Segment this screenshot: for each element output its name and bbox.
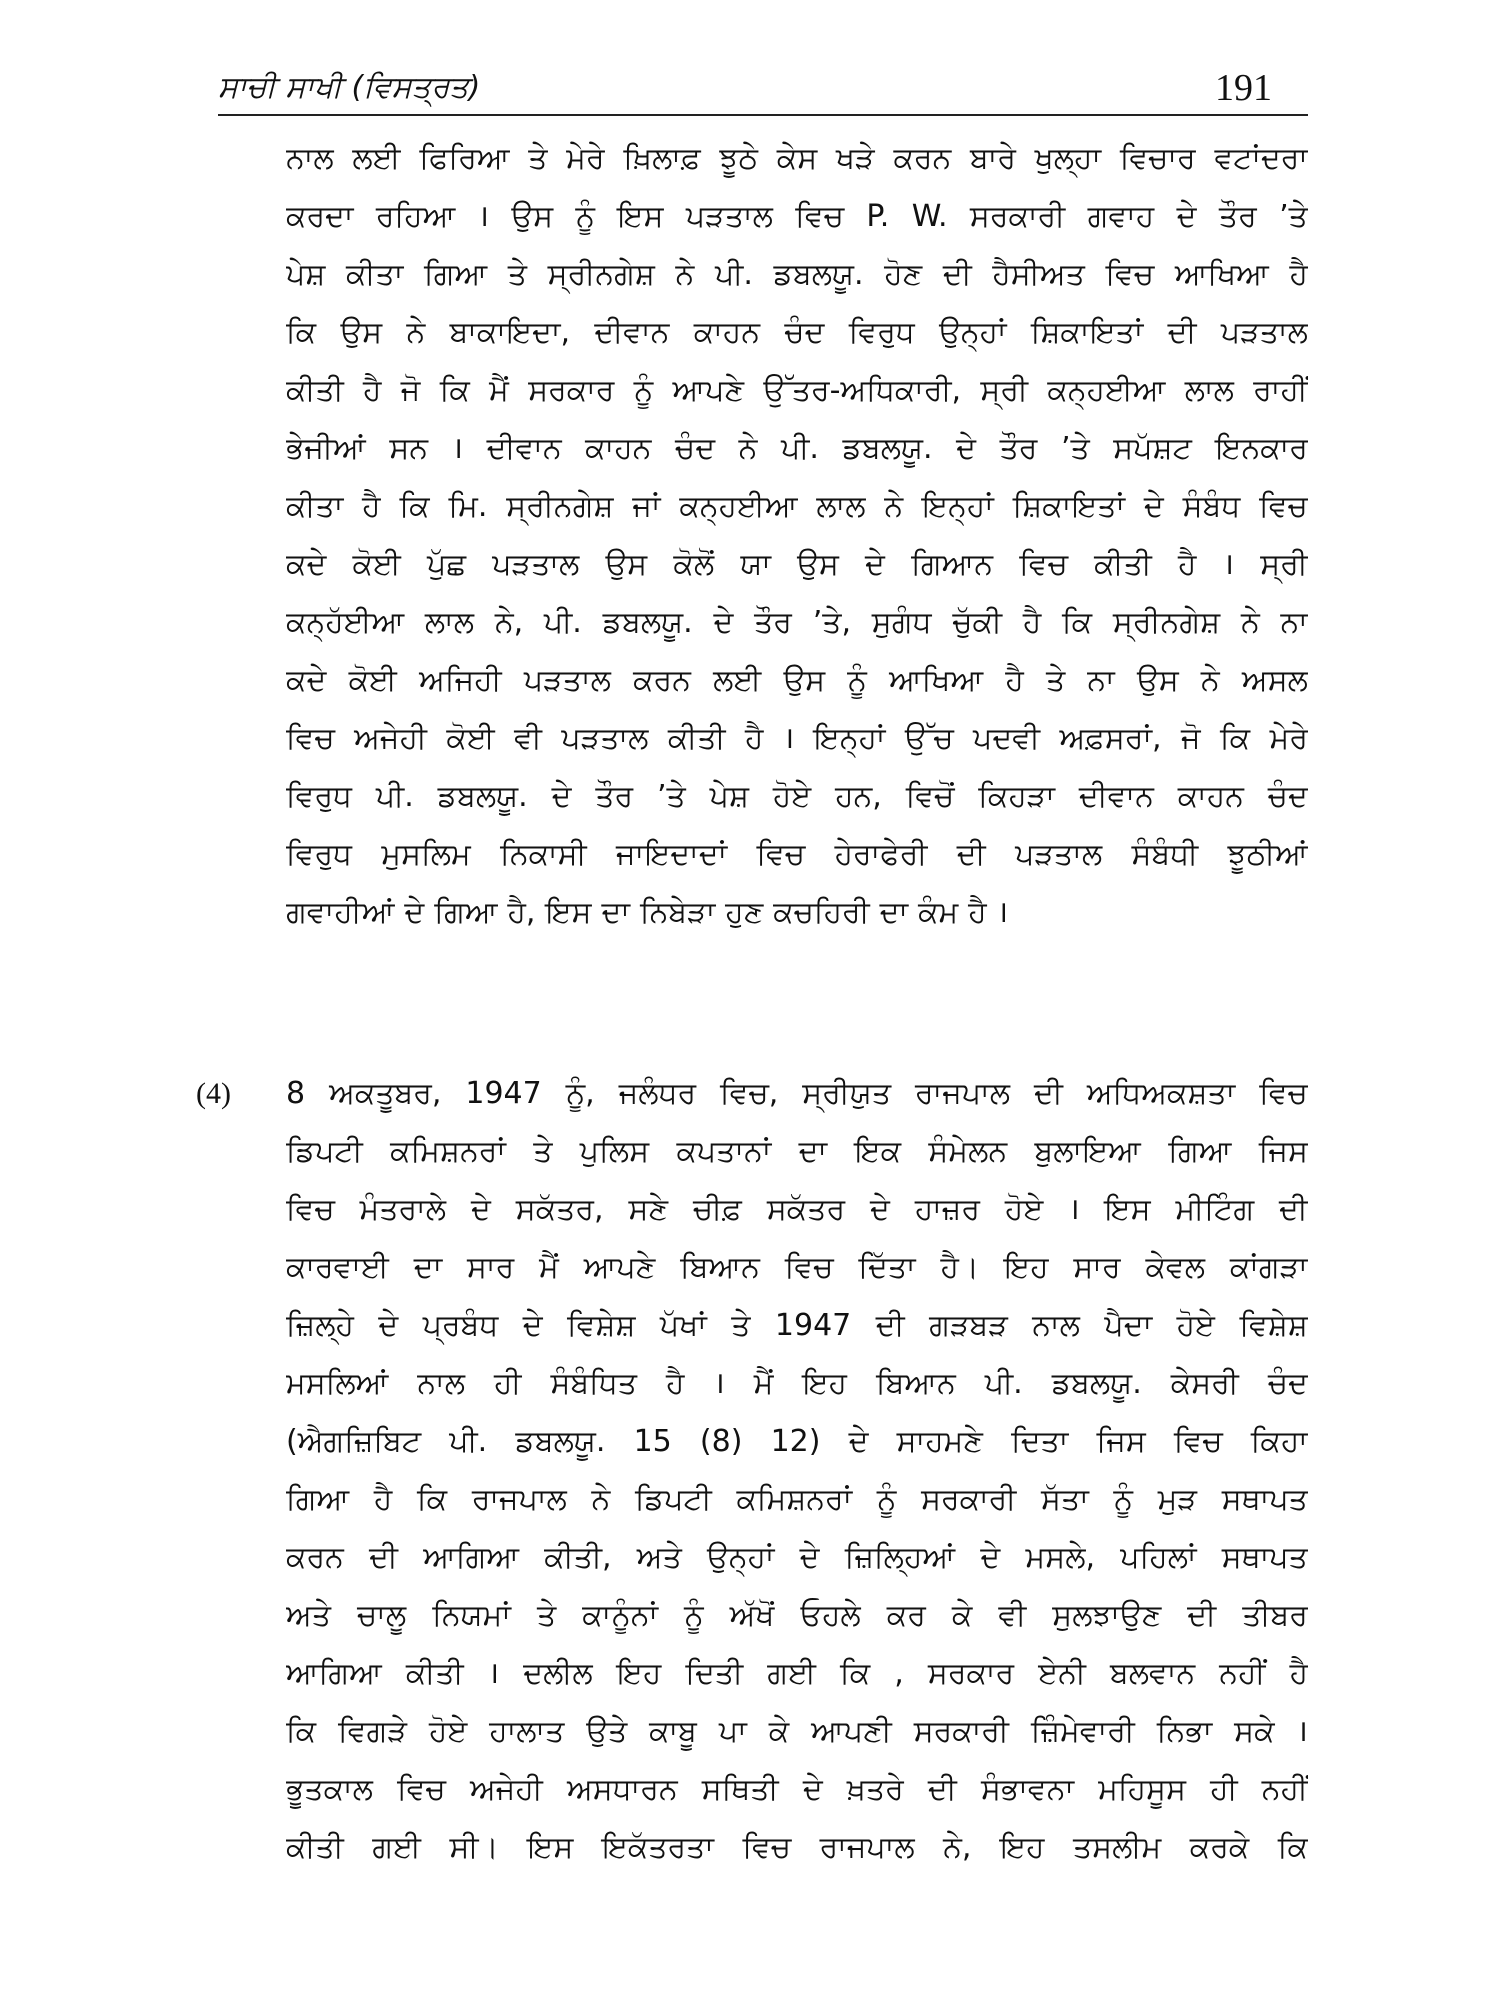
text-line: ਆਗਿਆ ਕੀਤੀ । ਦਲੀਲ ਇਹ ਦਿਤੀ ਗਈ ਕਿ , ਸਰਕਾਰ ਏਨੀ ਬਲਵਾਨ ਨਹੀਂ ਹੈ	[286, 1656, 1308, 1691]
text-line: ਕੀਤਾ ਹੈ ਕਿ ਮਿ. ਸ੍ਰੀਨਗੇਸ਼ ਜਾਂ ਕਨ੍ਹਈਆ ਲਾਲ ਨੇ ਇਨ੍ਹਾਂ ਸ਼ਿਕਾਇਤਾਂ ਦੇ ਸੰਬੰਧ ਵਿਚ	[286, 489, 1308, 524]
text-line: ਨਾਲ ਲਈ ਫਿਰਿਆ ਤੇ ਮੇਰੇ ਖ਼ਿਲਾਫ਼ ਝੂਠੇ ਕੇਸ ਖੜੇ ਕਰਨ ਬਾਰੇ ਖੁਲ੍ਹਾ ਵਿਚਾਰ ਵਟਾਂਦਰਾ	[286, 141, 1308, 176]
text-line: ਵਿਰੁਧ ਮੁਸਲਿਮ ਨਿਕਾਸੀ ਜਾਇਦਾਦਾਂ ਵਿਚ ਹੇਰਾਫੇਰੀ ਦੀ ਪੜਤਾਲ ਸੰਬੰਧੀ ਝੂਠੀਆਂ	[286, 837, 1308, 872]
text-line: ਗਿਆ ਹੈ ਕਿ ਰਾਜਪਾਲ ਨੇ ਡਿਪਟੀ ਕਮਿਸ਼ਨਰਾਂ ਨੂੰ ਸਰਕਾਰੀ ਸੱਤਾ ਨੂੰ ਮੁੜ ਸਥਾਪਤ	[286, 1482, 1308, 1517]
text-line: ਕਿ ਵਿਗੜੇ ਹੋਏ ਹਾਲਾਤ ਉਤੇ ਕਾਬੂ ਪਾ ਕੇ ਆਪਣੀ ਸਰਕਾਰੀ ਜ਼ਿੰਮੇਵਾਰੀ ਨਿਭਾ ਸਕੇ ।	[286, 1714, 1308, 1749]
text-line: ਭੂਤਕਾਲ ਵਿਚ ਅਜੇਹੀ ਅਸਧਾਰਨ ਸਥਿਤੀ ਦੇ ਖ਼ਤਰੇ ਦੀ ਸੰਭਾਵਨਾ ਮਹਿਸੂਸ ਹੀ ਨਹੀਂ	[286, 1772, 1308, 1807]
text-line: ਕਨ੍ਹੱਈਆ ਲਾਲ ਨੇ, ਪੀ. ਡਬਲਯੂ. ਦੇ ਤੌਰ ’ਤੇ, ਸੁਗੰਧ ਚੁੱਕੀ ਹੈ ਕਿ ਸ੍ਰੀਨਗੇਸ਼ ਨੇ ਨਾ	[286, 605, 1308, 640]
text-line: ਅਤੇ ਚਾਲੂ ਨਿਯਮਾਂ ਤੇ ਕਾਨੂੰਨਾਂ ਨੂੰ ਅੱਖੋਂ ਓਹਲੇ ਕਰ ਕੇ ਵੀ ਸੁਲਝਾਉਣ ਦੀ ਤੀਬਰ	[286, 1598, 1308, 1633]
text-line: ਮਸਲਿਆਂ ਨਾਲ ਹੀ ਸੰਬੰਧਿਤ ਹੈ । ਮੈਂ ਇਹ ਬਿਆਨ ਪੀ. ਡਬਲਯੂ. ਕੇਸਰੀ ਚੰਦ	[286, 1366, 1308, 1401]
text-line: ਡਿਪਟੀ ਕਮਿਸ਼ਨਰਾਂ ਤੇ ਪੁਲਿਸ ਕਪਤਾਨਾਂ ਦਾ ਇਕ ਸੰਮੇਲਨ ਬੁਲਾਇਆ ਗਿਆ ਜਿਸ	[286, 1134, 1308, 1169]
text-line: ਪੇਸ਼ ਕੀਤਾ ਗਿਆ ਤੇ ਸ੍ਰੀਨਗੇਸ਼ ਨੇ ਪੀ. ਡਬਲਯੂ. ਹੋਣ ਦੀ ਹੈਸੀਅਤ ਵਿਚ ਆਖਿਆ ਹੈ	[286, 257, 1308, 292]
text-line: ਕਿ ਉਸ ਨੇ ਬਾਕਾਇਦਾ, ਦੀਵਾਨ ਕਾਹਨ ਚੰਦ ਵਿਰੁਧ ਉਨ੍ਹਾਂ ਸ਼ਿਕਾਇਤਾਂ ਦੀ ਪੜਤਾਲ	[286, 315, 1308, 350]
text-line: ਭੇਜੀਆਂ ਸਨ । ਦੀਵਾਨ ਕਾਹਨ ਚੰਦ ਨੇ ਪੀ. ਡਬਲਯੂ. ਦੇ ਤੌਰ ’ਤੇ ਸਪੱਸ਼ਟ ਇਨਕਾਰ	[286, 431, 1308, 466]
text-line: ਵਿਰੁਧ ਪੀ. ਡਬਲਯੂ. ਦੇ ਤੌਰ ’ਤੇ ਪੇਸ਼ ਹੋਏ ਹਨ, ਵਿਚੋਂ ਕਿਹੜਾ ਦੀਵਾਨ ਕਾਹਨ ਚੰਦ	[286, 779, 1308, 814]
text-line: ਕਰਨ ਦੀ ਆਗਿਆ ਕੀਤੀ, ਅਤੇ ਉਨ੍ਹਾਂ ਦੇ ਜ਼ਿਲ੍ਹਿਆਂ ਦੇ ਮਸਲੇ, ਪਹਿਲਾਂ ਸਥਾਪਤ	[286, 1540, 1308, 1575]
text-line: ਕੀਤੀ ਗਈ ਸੀ। ਇਸ ਇਕੱਤਰਤਾ ਵਿਚ ਰਾਜਪਾਲ ਨੇ, ਇਹ ਤਸਲੀਮ ਕਰਕੇ ਕਿ	[286, 1830, 1308, 1865]
text-line: ਕਾਰਵਾਈ ਦਾ ਸਾਰ ਮੈਂ ਆਪਣੇ ਬਿਆਨ ਵਿਚ ਦਿੱਤਾ ਹੈ। ਇਹ ਸਾਰ ਕੇਵਲ ਕਾਂਗੜਾ	[286, 1250, 1308, 1285]
text-line: ਵਿਚ ਮੰਤਰਾਲੇ ਦੇ ਸਕੱਤਰ, ਸਣੇ ਚੀਫ਼ ਸਕੱਤਰ ਦੇ ਹਾਜ਼ਰ ਹੋਏ । ਇਸ ਮੀਟਿੰਗ ਦੀ	[286, 1192, 1308, 1227]
paragraph-number: (4)	[196, 1077, 231, 1110]
paragraph-continued	[286, 130, 1308, 942]
page-number: 191	[1215, 67, 1272, 109]
paragraph-4	[286, 1065, 1308, 1877]
text-line: ਕਦੇ ਕੋਈ ਪੁੱਛ ਪੜਤਾਲ ਉਸ ਕੋਲੋਂ ਯਾ ਉਸ ਦੇ ਗਿਆਨ ਵਿਚ ਕੀਤੀ ਹੈ । ਸ੍ਰੀ	[286, 547, 1308, 582]
text-line: ਕਰਦਾ ਰਹਿਆ । ਉਸ ਨੂੰ ਇਸ ਪੜਤਾਲ ਵਿਚ P. W. ਸਰਕਾਰੀ ਗਵਾਹ ਦੇ ਤੌਰ ’ਤੇ	[286, 199, 1308, 234]
text-line: 8 ਅਕਤੂਬਰ, 1947 ਨੂੰ, ਜਲੰਧਰ ਵਿਚ, ਸ੍ਰੀਯੁਤ ਰਾਜਪਾਲ ਦੀ ਅਧਿਅਕਸ਼ਤਾ ਵਿਚ	[286, 1076, 1308, 1111]
text-line: ਜ਼ਿਲ੍ਹੇ ਦੇ ਪ੍ਰਬੰਧ ਦੇ ਵਿਸ਼ੇਸ਼ ਪੱਖਾਂ ਤੇ 1947 ਦੀ ਗੜਬੜ ਨਾਲ ਪੈਦਾ ਹੋਏ ਵਿਸ਼ੇਸ਼	[286, 1308, 1308, 1343]
header-rule	[218, 114, 1308, 116]
running-header	[218, 60, 1308, 120]
text-line: ਕਦੇ ਕੋਈ ਅਜਿਹੀ ਪੜਤਾਲ ਕਰਨ ਲਈ ਉਸ ਨੂੰ ਆਖਿਆ ਹੈ ਤੇ ਨਾ ਉਸ ਨੇ ਅਸਲ	[286, 663, 1308, 698]
running-header-title: ਸਾਚੀ ਸਾਖੀ (ਵਿਸਤ੍ਰਤ)	[218, 70, 481, 105]
text-line: ਵਿਚ ਅਜੇਹੀ ਕੋਈ ਵੀ ਪੜਤਾਲ ਕੀਤੀ ਹੈ । ਇਨ੍ਹਾਂ ਉੱਚ ਪਦਵੀ ਅਫ਼ਸਰਾਂ, ਜੋ ਕਿ ਮੇਰੇ	[286, 721, 1308, 756]
text-line: (ਐਗਜ਼ਿਬਿਟ ਪੀ. ਡਬਲਯੂ. 15 (8) 12) ਦੇ ਸਾਹਮਣੇ ਦਿਤਾ ਜਿਸ ਵਿਚ ਕਿਹਾ	[286, 1424, 1308, 1459]
text-line: ਗਵਾਹੀਆਂ ਦੇ ਗਿਆ ਹੈ, ਇਸ ਦਾ ਨਿਬੇੜਾ ਹੁਣ ਕਚਹਿਰੀ ਦਾ ਕੰਮ ਹੈ ।	[286, 895, 1009, 930]
text-line: ਕੀਤੀ ਹੈ ਜੋ ਕਿ ਮੈਂ ਸਰਕਾਰ ਨੂੰ ਆਪਣੇ ਉੱਤਰ-ਅਧਿਕਾਰੀ, ਸ੍ਰੀ ਕਨ੍ਹਈਆ ਲਾਲ ਰਾਹੀਂ	[286, 373, 1308, 408]
